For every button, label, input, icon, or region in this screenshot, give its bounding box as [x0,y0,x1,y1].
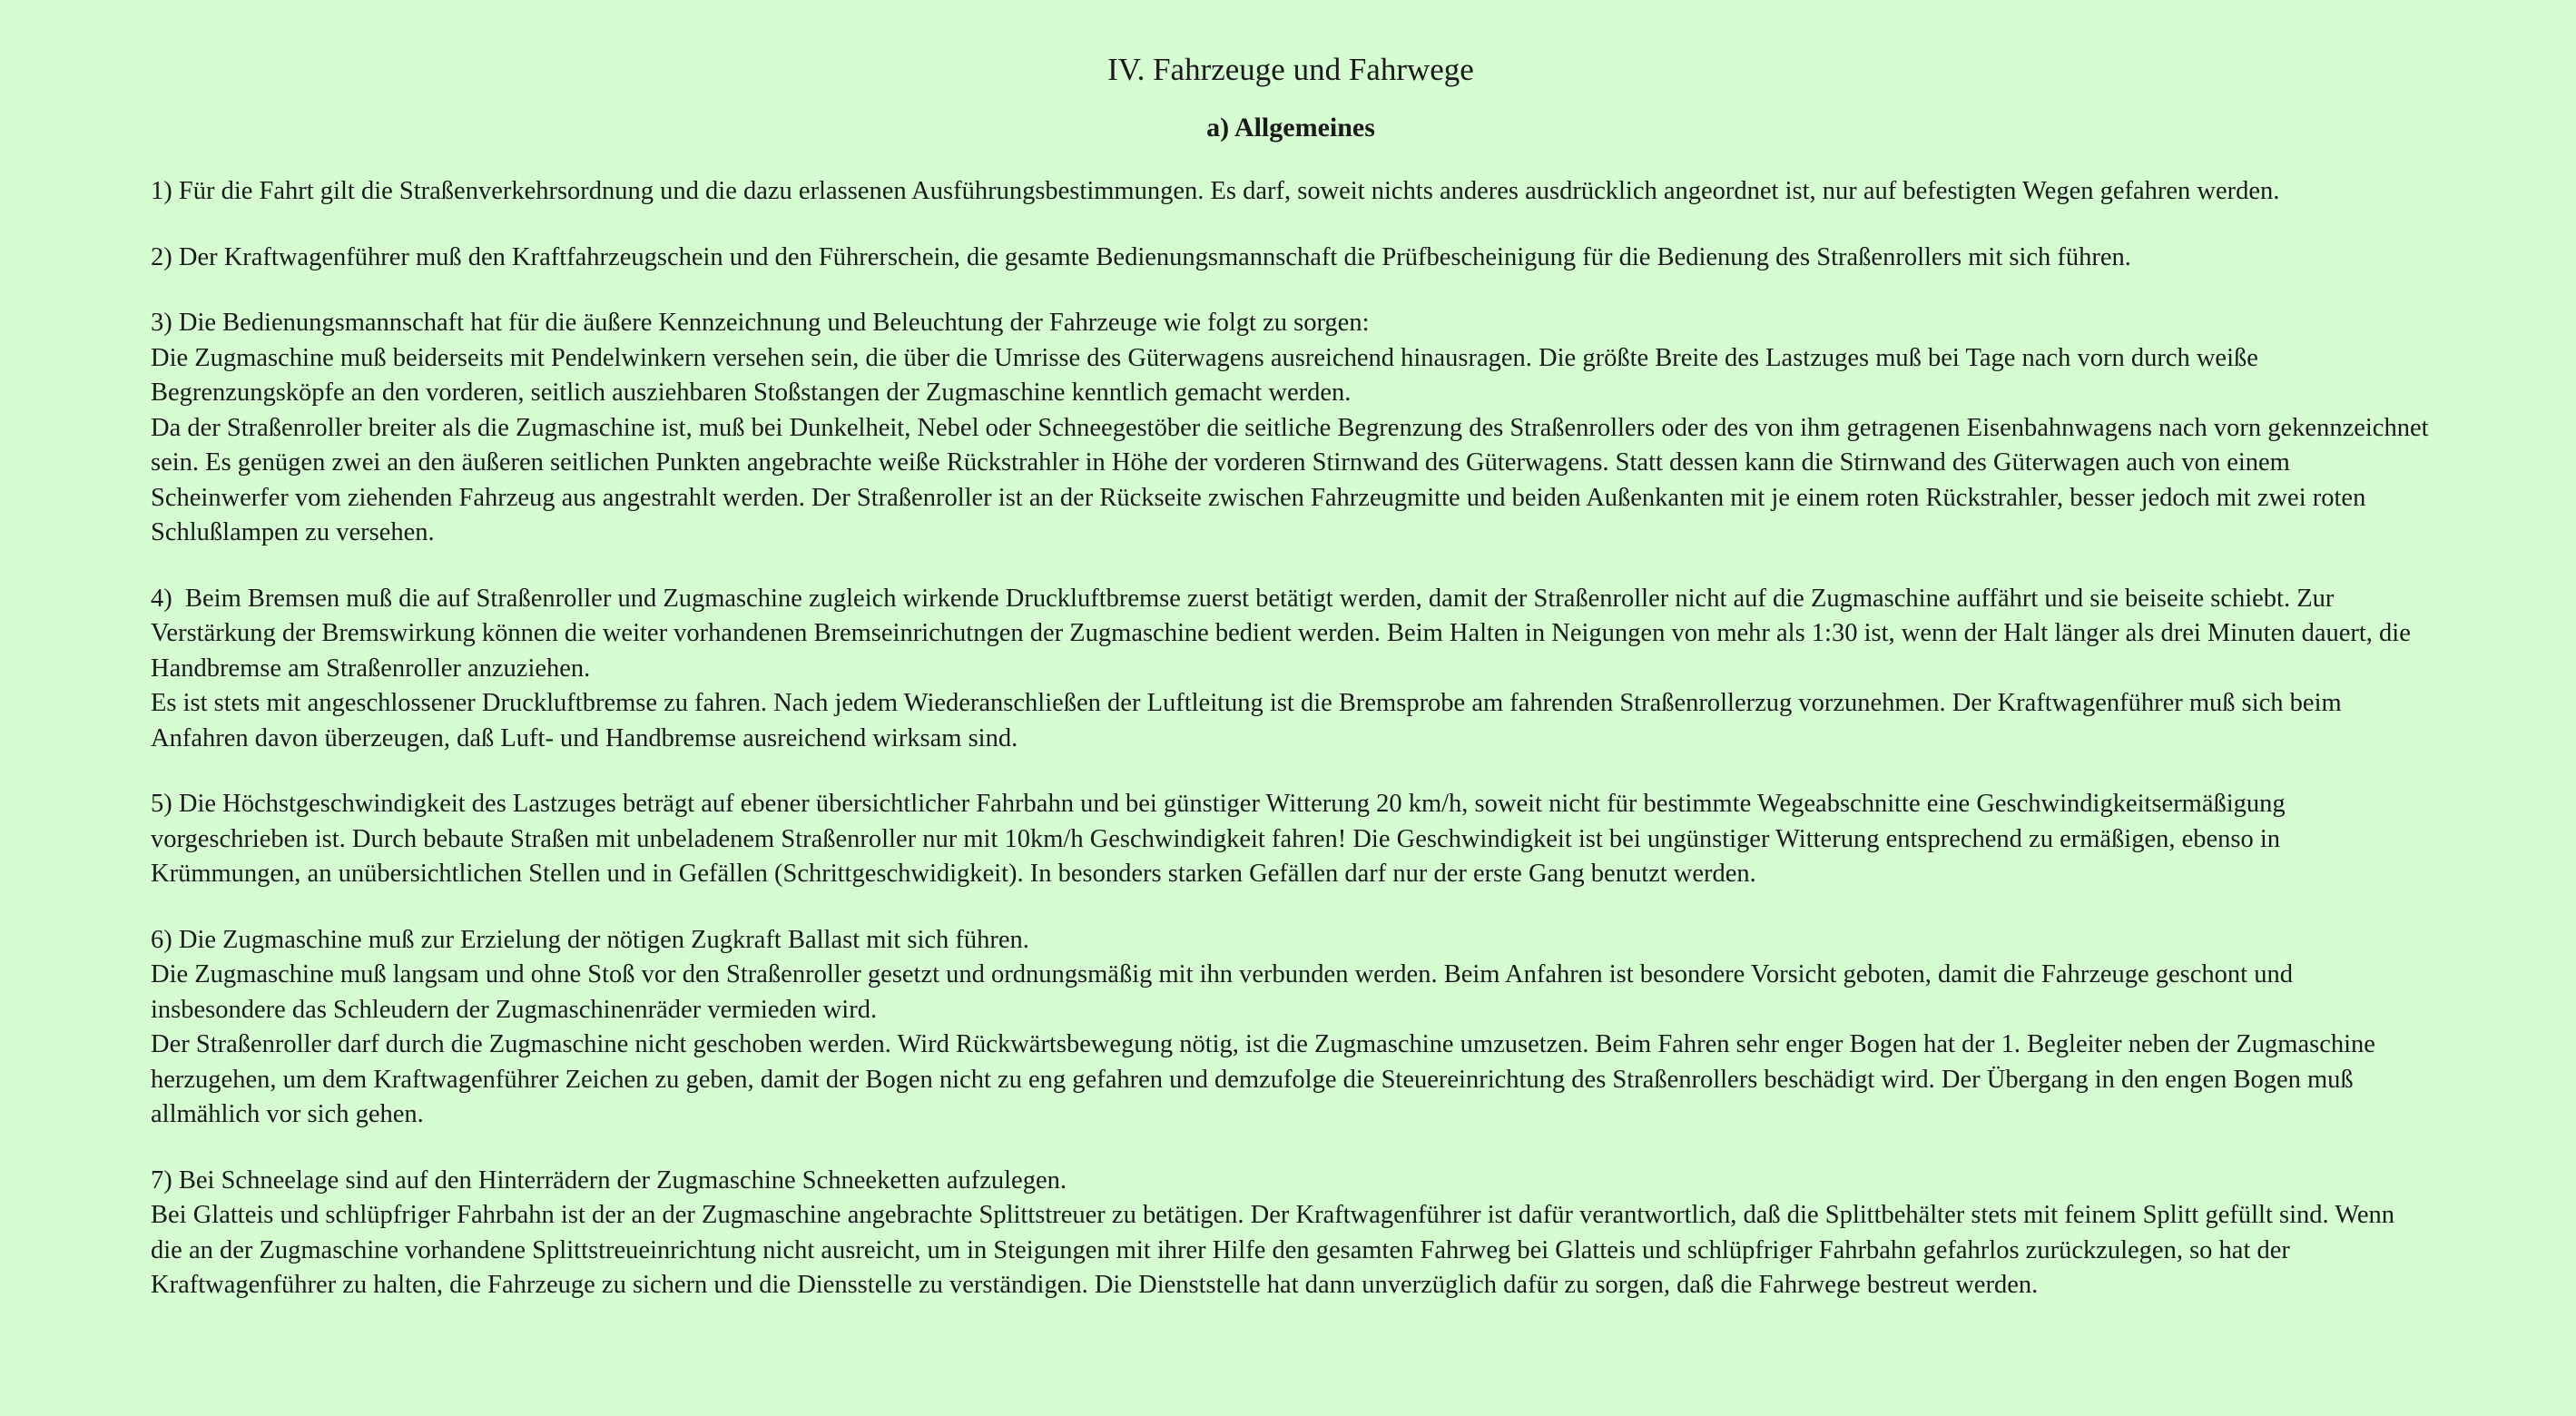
paragraph-text: 5) Die Höchstgeschwindigkeit des Lastzuges beträgt auf ebener übersichtlicher Fahrbahn und bei günstiger Witterung 20 km/h, soweit nicht für bestimmte Wegeabschnitte eine Geschwindigkeitsermäßigung vorgeschrieben ist. Durch bebaute Straßen mit unbeladenem Straßenroller nur mit 10km/h Geschwindigkeit fahren! Die Geschwindigkeit ist bei ungünstiger Witterung entsprechend zu ermäßigen, ebenso in Krümmungen, an unübersichtlichen Stellen und in Gefällen (Schrittgeschwidigkeit). In besonders starken Gefällen darf nur der erste Gang benutzt werden. [151,790,2286,888]
paragraph-text: 7) Bei Schneelage sind auf den Hinterrädern der Zugmaschine Schneeketten aufzulegen. [151,1165,1067,1195]
section-heading: a) Allgemeines [1206,113,1375,143]
paragraph-text: 2) Der Kraftwagenführer muß den Kraftfahrzeugschein und den Führerschein, die gesamte Bedienungsmannschaft die Prüfbescheinigung für die Bedienung des Straßenrollers mit sich führen. [151,242,2131,271]
paragraph-text: Es ist stets mit angeschlossener Druckluftbremse zu fahren. Nach jedem Wiederanschließen der Luftleitung ist die Bremsprobe am fahrenden Straßenrollerzug vorzunehmen. Der Kraftwagenführer muß sich beim Anfahren davon überzeugen, daß Luft- und Handbremse ausreichend wirksam sind. [151,689,2342,752]
paragraph-text: 6) Die Zugmaschine muß zur Erzielung der nötigen Zugkraft Ballast mit sich führen. [151,925,1029,954]
paragraph-6 [151,923,2431,1133]
paragraph-text: Der Straßenroller darf durch die Zugmaschine nicht geschoben werden. Wird Rückwärtsbewegung nötig, ist die Zugmaschine umzusetzen. Beim Fahren sehr enger Bogen hat der 1. Begleiter neben der Zugmaschine herzugehen, um dem Kraftwagenführer Zeichen zu geben, damit der Bogen nicht zu eng gefahren und demzufolge die Steuereinrichtung des Straßenrollers beschädigt wird. Der Übergang in den engen Bogen muß allmählich vor sich gehen. [151,1030,2375,1128]
paragraph-text: Bei Glatteis und schlüpfriger Fahrbahn ist der an der Zugmaschine angebrachte Splittstreuer zu betätigen. Der Kraftwagenführer ist dafür verantwortlich, daß die Splittbehälter stets mit feinem Splitt gefüllt sind. Wenn die an der Zugmaschine vorhandene Splittstreueinrichtung nicht ausreicht, um in Steigungen mit ihrer Hilfe den gesamten Fahrweg bei Glatteis und schlüpfriger Fahrbahn gefahrlos zurückzulegen, so hat der Kraftwagenführer zu halten, die Fahrzeuge zu sichern und die Diensstelle zu verständigen. Die Dienststelle hat dann unverzüglich dafür zu sorgen, daß die Fahrwege bestreut werden. [151,1201,2394,1299]
paragraph-text: 1) Für die Fahrt gilt die Straßenverkehrsordnung und die dazu erlassenen Ausführungsbestimmungen. Es darf, soweit nichts anderes ausdrücklich angeordnet ist, nur auf befestigten Wegen gefahren werden. [151,177,2280,205]
paragraph-text: 4) Beim Bremsen muß die auf Straßenroller und Zugmaschine zugleich wirkende Druckluftbremse zuerst betätigt werden, damit der Straßenroller nicht auf die Zugmaschine auffährt und sie beiseite schiebt. Zur Verstärkung der Bremswirkung können die weiter vorhandenen Bremseinrichutngen der Zugmaschine bedient werden. Beim Halten in Neigungen von mehr als 1:30 ist, wenn der Halt länger als drei Minuten dauert, die Handbremse am Straßenroller anzuziehen. [151,584,2417,683]
paragraph-text: Da der Straßenroller breiter als die Zugmaschine ist, muß bei Dunkelheit, Nebel oder Schneegestöber die seitliche Begrenzung des Straßenrollers oder des von ihm getragenen Eisenbahnwagens nach vorn gekennzeichnet sein. Es genügen zwei an den äußeren seitlichen Punkten angebrachte weiße Rückstrahler in Höhe der vorderen Stirnwand des Güterwagens. Statt dessen kann die Stirnwand des Güterwagen auch von einem Scheinwerfer vom ziehenden Fahrzeug aus angestrahlt werden. Der Straßenroller ist an der Rückseite zwischen Fahrzeugmitte und beiden Außenkanten mit je einem roten Rückstrahler, besser jedoch mit zwei roten Schlußlampen zu versehen. [151,413,2429,546]
paragraph-text: 3) Die Bedienungsmannschaft hat für die äußere Kennzeichnung und Beleuchtung der Fahrzeuge wie folgt zu sorgen: [151,309,1370,337]
paragraph-1 [151,174,2431,210]
paragraph-4 [151,582,2431,757]
paragraph-2 [151,241,2431,276]
page-title: IV. Fahrzeuge und Fahrwege [1107,52,1474,87]
paragraph-text: Die Zugmaschine muß beiderseits mit Pendelwinkern versehen sein, die über die Umrisse des Güterwagens ausreichend hinausragen. Die größte Breite des Lastzuges muß bei Tage nach vorn durch weiße Begrenzungsköpfe an den vorderen, seitlich ausziehbaren Stoßstangen der Zugmaschine kenntlich gemacht werden. [151,343,2258,407]
paragraph-7 [151,1164,2431,1303]
paragraph-3 [151,306,2431,551]
paragraph-5 [151,787,2431,892]
paragraph-text: Die Zugmaschine muß langsam und ohne Stoß vor den Straßenroller gesetzt und ordnungsmäßig mit ihn verbunden werden. Beim Anfahren ist besondere Vorsicht geboten, damit die Fahrzeuge geschont und insbesondere das Schleudern der Zugmaschinenräder vermieden wird. [151,960,2293,1024]
